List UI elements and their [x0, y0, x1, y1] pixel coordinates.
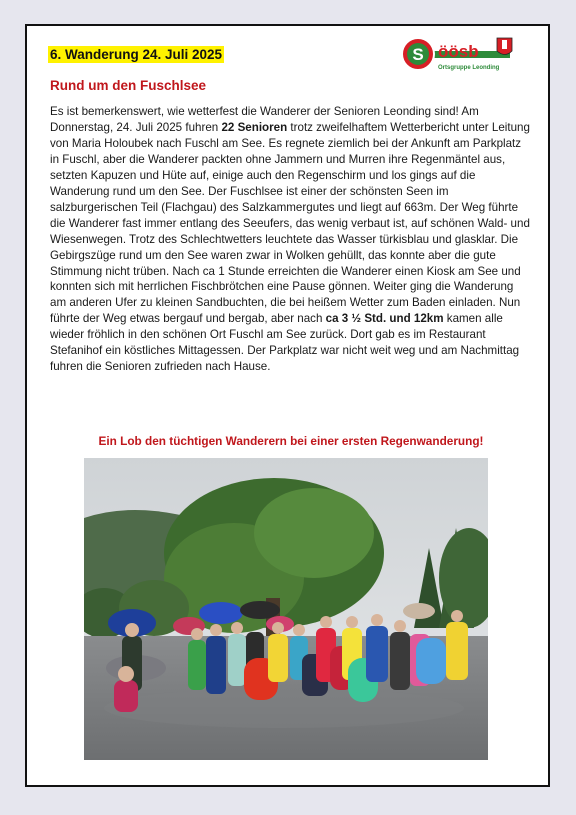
- oosb-logo: [398, 35, 516, 73]
- logo-tagline: Ortsgruppe Leonding: [438, 65, 500, 71]
- group-photo: [84, 458, 488, 760]
- group-photo-illustration: [84, 458, 488, 760]
- article-body: [50, 104, 532, 375]
- logo-brand: öösb: [438, 42, 479, 61]
- coat-of-arms-icon: [497, 38, 512, 55]
- closing-line: Ein Lob den tüchtigen Wanderern bei einer ersten Regenwanderung!: [98, 434, 484, 448]
- page-title: 6. Wanderung 24. Juli 2025: [50, 47, 223, 62]
- article-bold-seniors: 22 Senioren: [221, 120, 288, 134]
- article-text-3: kamen alle wieder fröhlich in den schönen Ort Fuschl am See zurück. Dort gab es im Restaurant Stefanihof ein köstliches Mittagessen. Der Parkplatz war nicht weit weg und am Nachmittag fuhren die Senioren zufrieden nach Hause.: [50, 312, 520, 374]
- article-text-2: trotz zweifelhaftem Wetterbericht unter Leitung von Maria Holoubek nach Fuschl am See. Es regnete ziemlich bei der Ankunft am Parkplatz in Fuschl, aber die Wanderer packten ohne Jammern und Murren ihre Regenmäntel aus, setzten Kapuzen und Hüte auf, einige auch den Regenschirm und los gings auf die Wanderung rund um den See. Der Fuschlsee ist einer der schönsten Seen im salzburgerischen Teil (Flachgau) des Salzkammergutes und liegt auf 663m. Der Weg führte die Wanderer fast immer entlang des Seeufers, das wenig verbaut ist, auf schönen Wald- und Wiesenwegen. Trotz des Schlechtwetters leuchtete das Wasser türkisblau und glasklar. Die Gebirgszüge rund um den See waren zwar in Wolken gehüllt, das konnte aber die gute Stimmung nicht trüben. Nach ca 1 Stunde erreichten die Wanderer einen Kiosk am See und konnten sich mit herrlichen Fischbrötchen eine Pause gönnen. Weiter ging die Wanderung am anderen Ufer zu kleinen Sandbuchten, die bei heißem Wetter zum Baden einladen. Nun führte der Weg etwas bergauf und bergab, aber nach: [50, 120, 530, 326]
- article-bold-distance: ca 3 ½ Std. und 12km: [325, 312, 444, 326]
- logo-badge-letter: S: [412, 45, 424, 64]
- page-subtitle: Rund um den Fuschlsee: [50, 78, 207, 93]
- article-text-1: Es ist bemerkenswert, wie wetterfest die Wanderer der Senioren Leonding sind! Am Donnerstag, 24. Juli 2025 fuhren: [50, 105, 479, 134]
